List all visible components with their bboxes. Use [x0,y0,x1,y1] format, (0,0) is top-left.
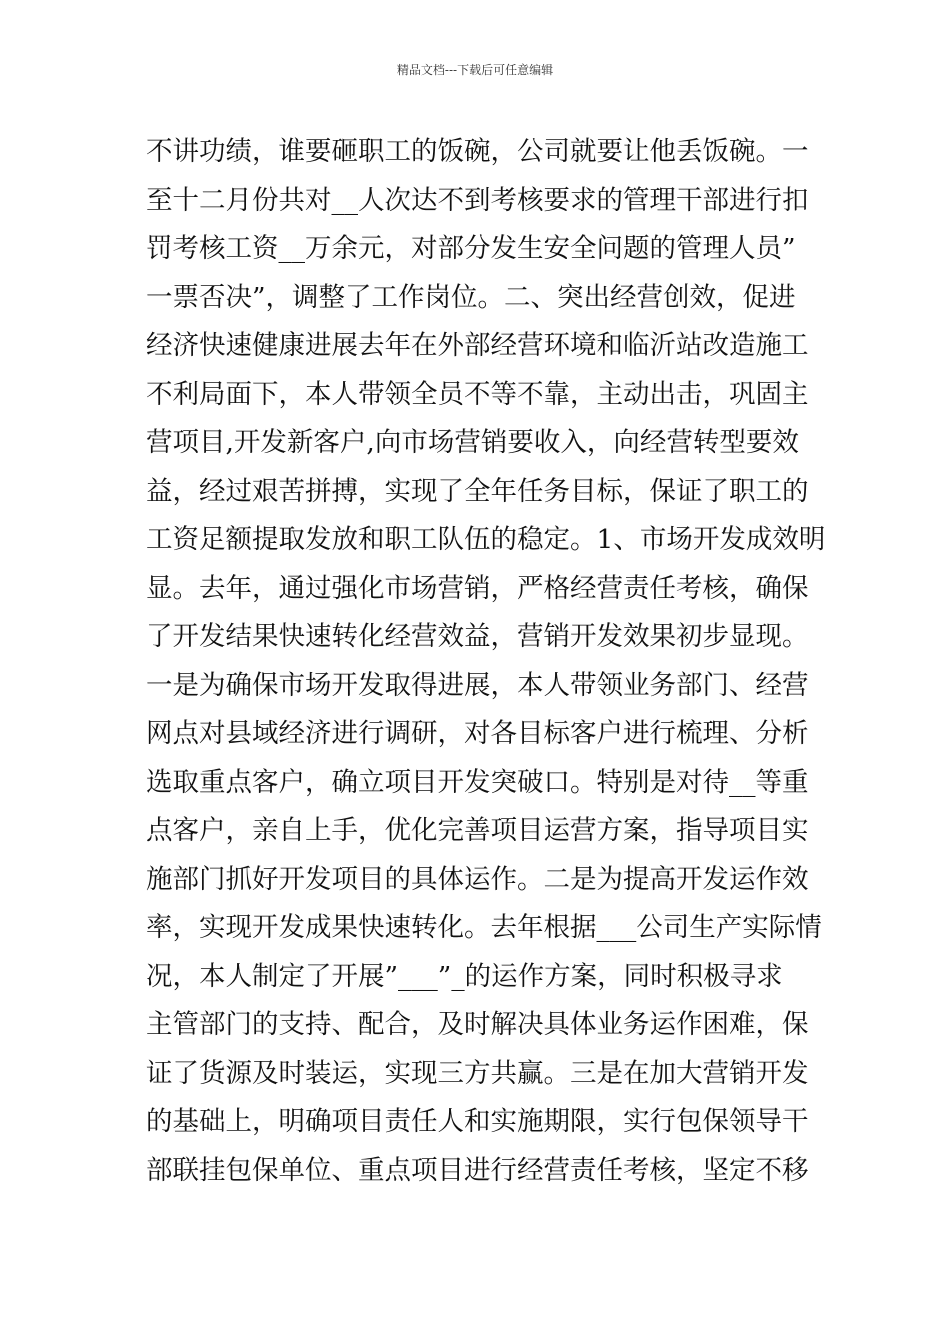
text-line: 主管部门的支持、配合，及时解决具体业务运作困难，保 [146,1009,809,1040]
text-line: 一票否决”，调整了工作岗位。二、突出经营创效，促进 [146,281,796,313]
text-line: 至十二月份共对__人次达不到考核要求的管理干部进行扣 [146,184,809,216]
text-line: 证了货源及时装运，实现三方共赢。三是在加大营销开发 [146,1057,809,1089]
text-line: 选取重点客户，确立项目开发突破口。特别是对待__等重 [146,766,809,798]
text-line: 显。去年，通过强化市场营销，严格经营责任考核，确保 [146,572,809,604]
text-line: 了开发结果快速转化经营效益，营销开发效果初步显现。 [146,621,809,652]
text-line: 率，实现开发成果快速转化。去年根据___公司生产实际情 [146,912,822,943]
text-line: 不讲功绩，谁要砸职工的饭碗，公司就要让他丢饭碗。一 [146,136,809,167]
text-line: 益，经过艰苦拼搏，实现了全年任务目标，保证了职工的 [146,475,809,507]
text-line: 网点对县域经济进行调研，对各目标客户进行梳理、分析 [146,718,809,749]
text-line: 部联挂包保单位、重点项目进行经营责任考核，坚定不移 [146,1154,809,1186]
text-line: 的基础上，明确项目责任人和实施期限，实行包保领导干 [146,1106,809,1137]
text-line: 工资足额提取发放和职工队伍的稳定。1、市场开发成效明 [146,524,826,555]
text-line: 点客户，亲自上手，优化完善项目运营方案，指导项目实 [146,815,809,846]
text-line: 罚考核工资__万余元，对部分发生安全问题的管理人员” [146,233,796,264]
text-line: 施部门抓好开发项目的具体运作。二是为提高开发运作效 [146,863,809,895]
text-line: 营项目,开发新客户,向市场营销要收入，向经营转型要效 [146,427,799,458]
text-line: 经济快速健康进展去年在外部经营环境和临沂站改造施工 [146,330,809,361]
text-line: 不利局面下，本人带领全员不等不靠，主动出击，巩固主 [146,378,809,410]
text-line: 一是为确保市场开发取得进展，本人带领业务部门、经营 [146,669,809,701]
page-header: 精品文档---下载后可任意编辑 [396,63,554,77]
text-line: 况，本人制定了开展”___”_的运作方案，同时积极寻求 [146,960,783,992]
document-body [146,128,826,1195]
